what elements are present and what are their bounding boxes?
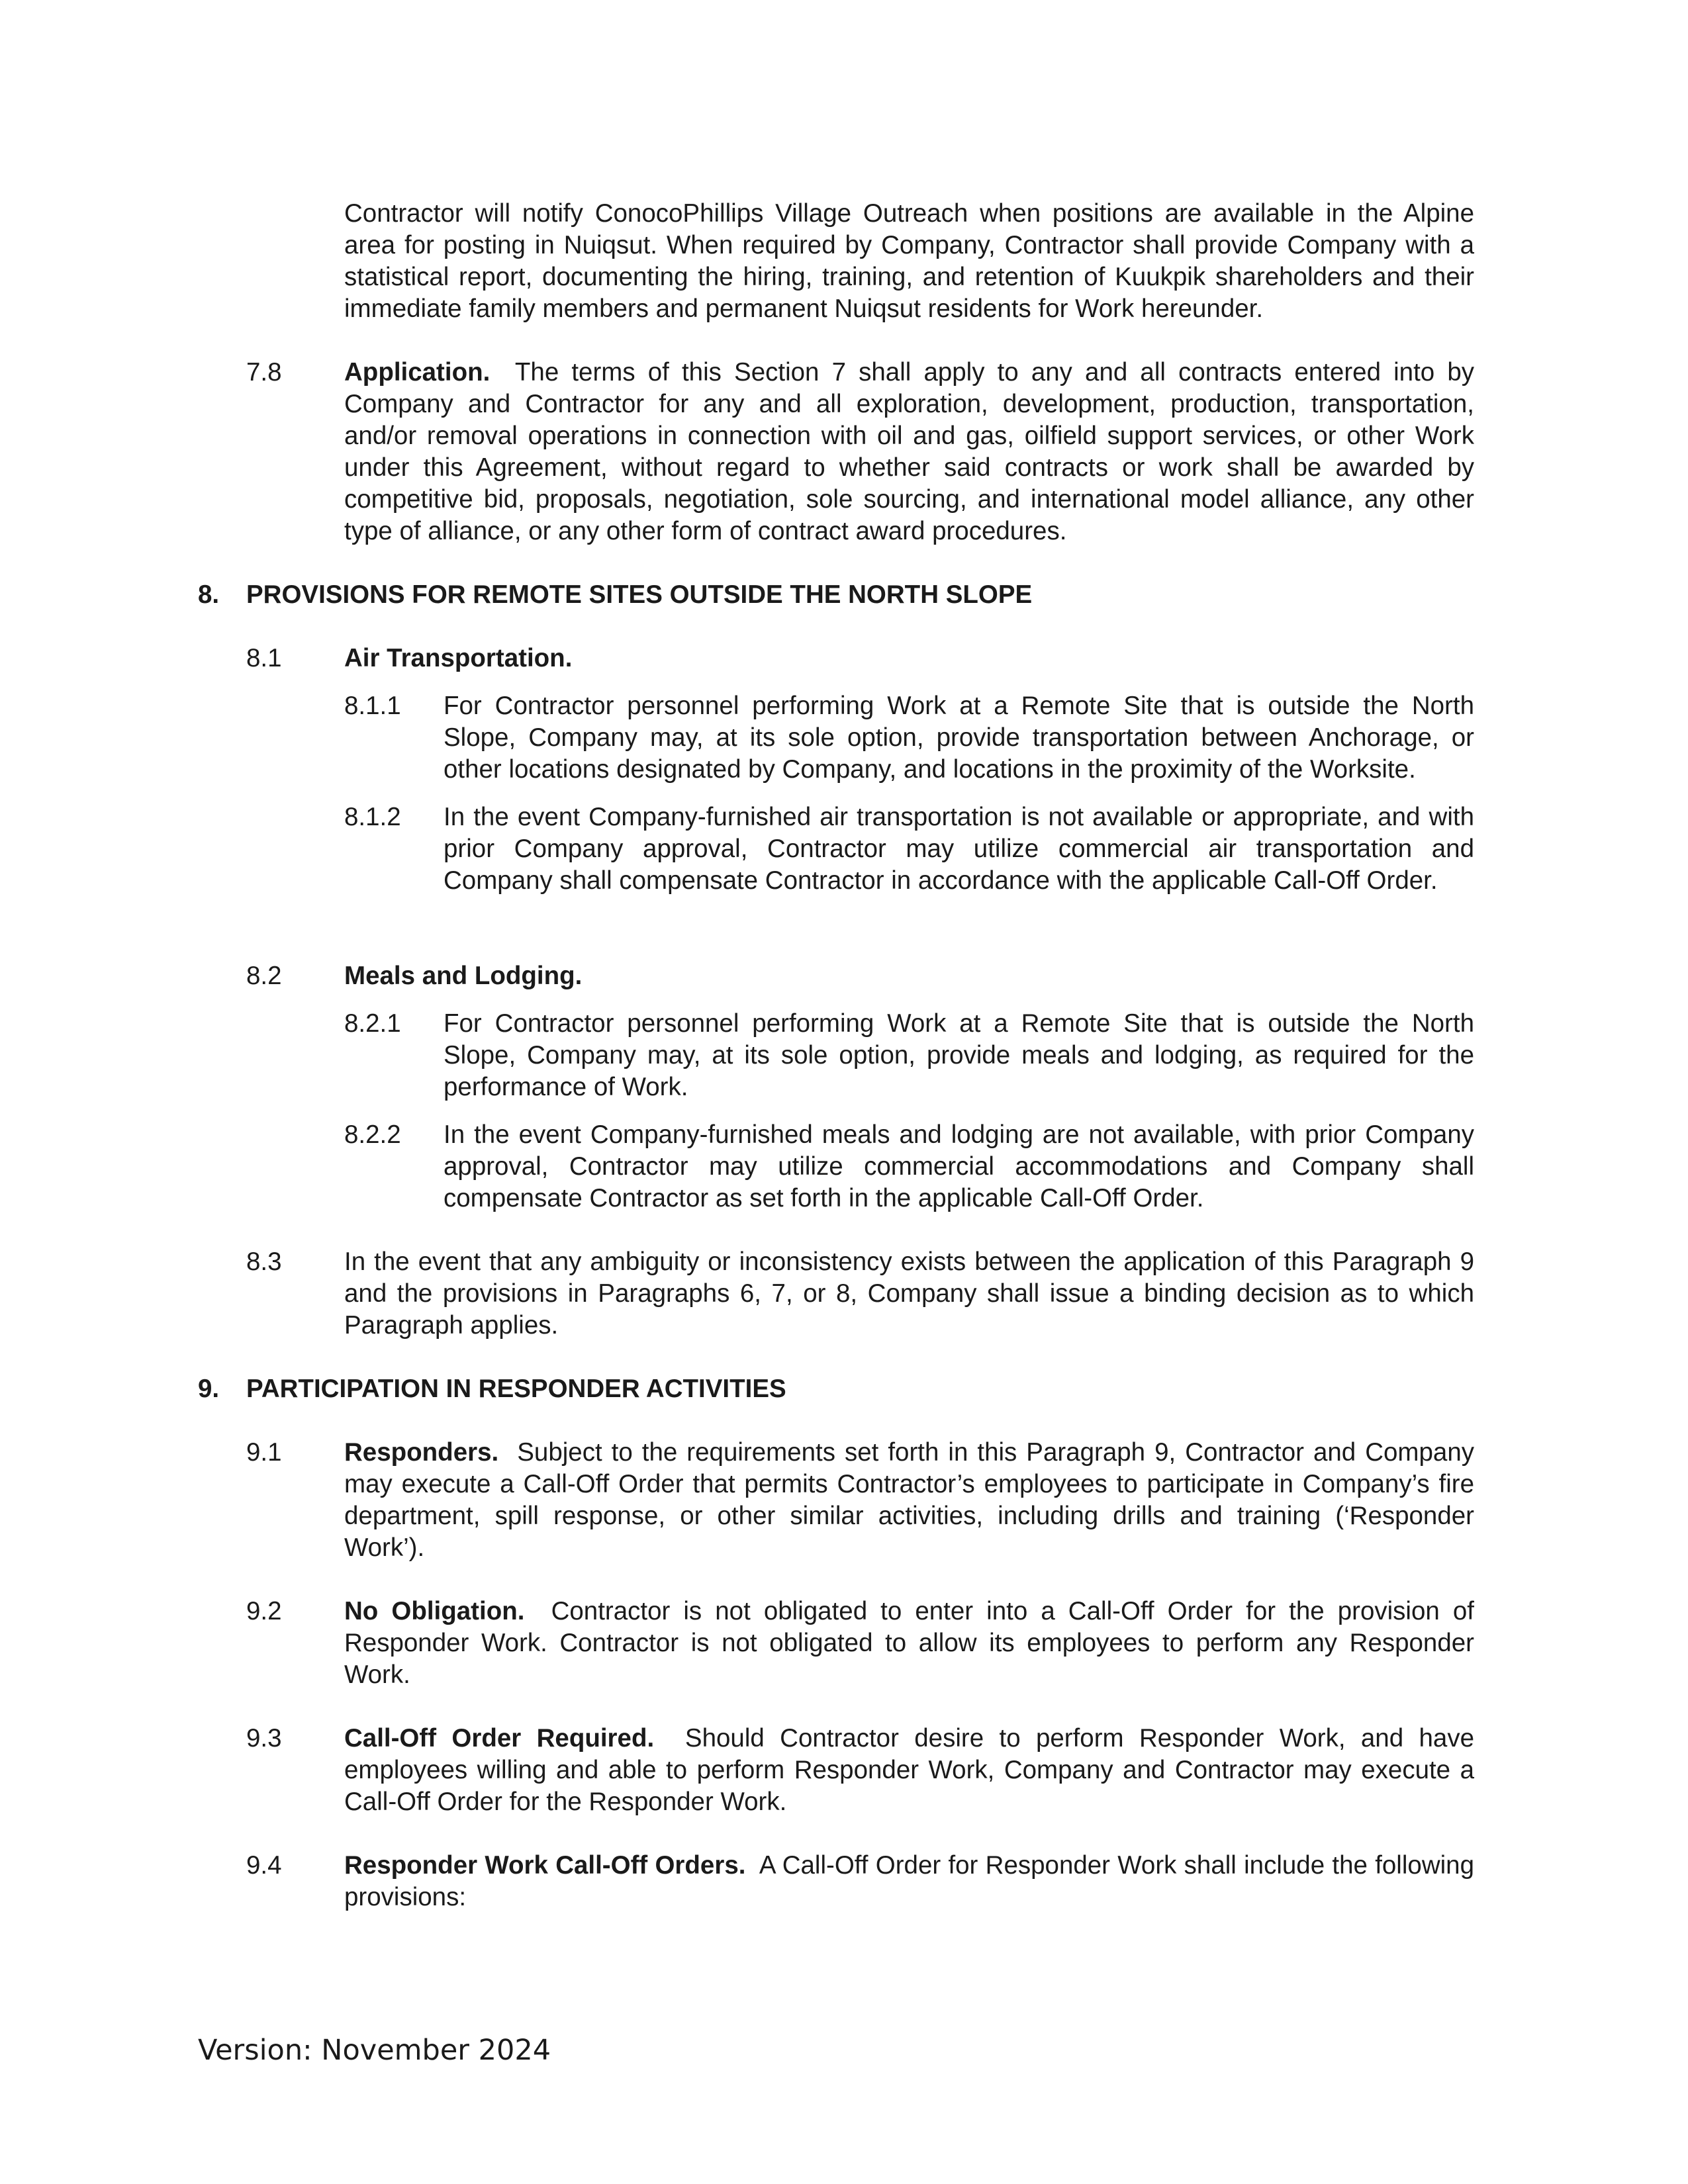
section-number: 9. [198,1375,220,1403]
section-title: Responders. [344,1438,499,1467]
section-paragraph [344,1596,1474,1691]
section-number: 8. [198,580,220,609]
section-number: 8.3 [246,1248,282,1276]
section-number: 9.4 [246,1851,282,1880]
section-body: Contractor is not obligated to enter into a Call-Off Order for the provision of Responder Work. Contractor is not obligated to allow its employees to perform any Responder Work. [344,1597,1474,1689]
section-paragraph [344,1437,1474,1564]
section-paragraph [344,1850,1474,1913]
section-number: 9.1 [246,1438,282,1467]
section-body: In the event Company-furnished air transportation is not available or appropriate, and with prior Company approval, Contractor may utilize commercial air transportation and Company shall compensate Contractor in accordance with the applicable Call-Off Order. [444,803,1474,895]
section-number: 8.2.2 [344,1120,401,1149]
footer-version: Version: November 2024 [198,2034,551,2067]
section-paragraph [344,1723,1474,1818]
section-paragraph [344,357,1474,547]
section-number: 8.1 [246,644,282,672]
section-body: In the event Company-furnished meals and lodging are not available, with prior Company approval, Contractor may utilize commercial accommodations and Company shall compensate Contractor as set forth in the applicable Call-Off Order. [444,1120,1474,1212]
section-title: Responder Work Call-Off Orders. [344,1851,746,1880]
section-title: Call-Off Order Required. [344,1724,655,1752]
section-body: For Contractor personnel performing Work at a Remote Site that is outside the North Slope, Company may, at its sole option, provide transportation between Anchorage, or other locations designated by Company, and locations in the proximity of the Worksite. [444,692,1474,784]
section-body: A Call-Off Order for Responder Work shall include the following provisions: [344,1851,1475,1911]
intro-paragraph: Contractor will notify ConocoPhillips Village Outreach when positions are available in the Alpine area for posting in Nuiqsut. When required by Company, Contractor shall provide Company with a statistical report, documenting the hiring, training, and retention of Kuukpik shareholders and their immediate family members and permanent Nuiqsut residents for Work hereunder. [344,199,1474,323]
section-number: 9.2 [246,1597,282,1625]
section-number: 8.1.2 [344,803,401,831]
section-number: 9.3 [246,1724,282,1752]
section-title: PARTICIPATION IN RESPONDER ACTIVITIES [246,1375,786,1403]
section-number: 8.1.1 [344,692,401,720]
section-title: Application. [344,358,491,387]
section-body: In the event that any ambiguity or inconsistency exists between the application of this Paragraph 9 and the provisions in Paragraphs 6, 7, or 8, Company shall issue a binding decision as to which Paragraph applies. [344,1248,1474,1340]
section-title: Meals and Lodging. [344,962,583,990]
section-number: 8.2 [246,962,282,990]
section-body: The terms of this Section 7 shall apply to any and all contracts entered into by Company and Contractor for any and all exploration, development, production, transportation, and/or removal operations in connection with oil and gas, oilfield support services, or other Work under this Agreement, without regard to whether said contracts or work shall be awarded by competitive bid, proposals, negotiation, sole sourcing, and international model alliance, any other type of alliance, or any other form of contract award procedures. [344,358,1474,545]
section-number: 8.2.1 [344,1009,401,1038]
section-title: No Obligation. [344,1597,525,1625]
section-number: 7.8 [246,358,282,387]
section-body: Should Contractor desire to perform Responder Work, and have employees willing and able to perform Responder Work, Company and Contractor may execute a Call-Off Order for the Responder Work. [344,1724,1474,1816]
section-title: Air Transportation. [344,644,573,672]
section-title: PROVISIONS FOR REMOTE SITES OUTSIDE THE NORTH SLOPE [246,580,1033,609]
section-body: Subject to the requirements set forth in this Paragraph 9, Contractor and Company may execute a Call-Off Order that permits Contractor’s employees to participate in Company’s fire department, spill response, or other similar activities, including drills and training (‘Responder Work’). [344,1438,1474,1562]
section-body: For Contractor personnel performing Work at a Remote Site that is outside the North Slope, Company may, at its sole option, provide meals and lodging, as required for the performance of Work. [444,1009,1474,1101]
